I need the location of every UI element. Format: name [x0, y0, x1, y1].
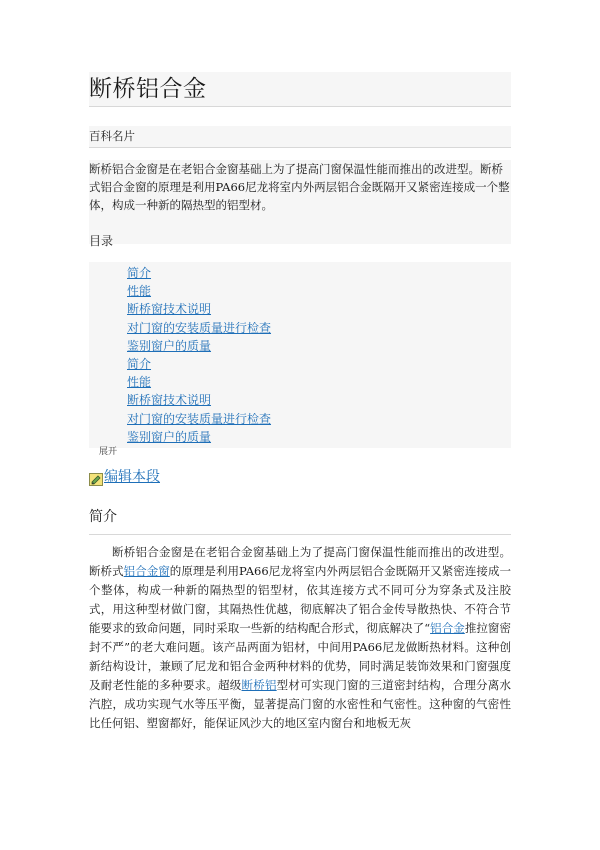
toc-item [127, 428, 271, 446]
section-heading: 简介 [89, 509, 117, 525]
expand-toggle[interactable]: 展开 [99, 447, 118, 457]
inline-link[interactable]: 铝合金 [430, 621, 465, 635]
toc-item [127, 282, 271, 300]
body-text-run: 断桥铝合金窗是在老铝合金窗基础上为了提高门窗保温性能而推出的改进型。断桥式 [89, 545, 511, 578]
toc-link[interactable]: 断桥窗技术说明 [127, 393, 212, 408]
table-of-contents [89, 262, 511, 448]
toc-link[interactable]: 断桥窗技术说明 [127, 302, 212, 317]
toc-link[interactable]: 简介 [127, 356, 152, 371]
toc-link[interactable]: 鉴别窗户的质量 [127, 338, 212, 353]
inline-link[interactable]: 铝合金窗 [123, 564, 170, 578]
toc-item [127, 410, 271, 428]
toc-item [127, 300, 271, 318]
category-bar [89, 126, 511, 148]
body-text-run: 推拉窗密封不严”的老大难问题。该产品两面为铝材，中间用PA66尼龙做断热材料。这种创新结构设计，兼顾了尼龙和铝合金两种材料的优势，同时满足装饰效果和门窗强度及耐老性能的多种要求。超级 [89, 621, 511, 692]
body-text-run: 型材可实现门窗的三道密封结构，合理分离水汽腔，成功实现气水等压平衡，显著提高门窗的水密性和气密性。这种窗的气密性比任何铝、塑窗都好，能保证风沙大的地区室内窗台和地板无灰 [89, 678, 511, 730]
summary-text: 断桥铝合金窗是在老铝合金窗基础上为了提高门窗保温性能而推出的改进型。断桥式铝合金窗的原理是利用PA66尼龙将室内外两层铝合金既隔开又紧密连接成一个整体，构成一种新的隔热型的铝型材。 [89, 162, 510, 212]
section-divider [89, 534, 511, 535]
edit-section-label[interactable]: 编辑本段 [104, 469, 160, 485]
edit-section-link[interactable] [89, 467, 160, 487]
inline-link[interactable]: 断桥铝 [241, 678, 277, 692]
toc-list [127, 264, 271, 446]
category-label: 百科名片 [89, 129, 135, 143]
toc-link[interactable]: 对门窗的安装质量进行检查 [127, 320, 272, 335]
summary-card [89, 160, 511, 244]
toc-link[interactable]: 对门窗的安装质量进行检查 [127, 411, 272, 426]
toc-item [127, 264, 271, 282]
page-title: 断桥铝合金 [89, 76, 207, 102]
edit-icon [89, 471, 103, 484]
toc-link[interactable]: 简介 [127, 266, 152, 280]
toc-link[interactable]: 鉴别窗户的质量 [127, 429, 212, 444]
toc-item [127, 391, 271, 409]
body-text-run: 的原理是利用PA66尼龙将室内外两层铝合金既隔开又紧密连接成一个整体，构成一种新的隔热型的铝型材，依其连接方式不同可分为穿条式及注胶式，用这种型材做门窗，其隔热性优越，彻底解决了铝合金传导散热快、不符合节能要求的致命问题，同时采取一些新的结构配合形式，彻底解决了“ [89, 564, 511, 635]
toc-item [127, 337, 271, 355]
section-body [89, 543, 511, 743]
section-paragraph [89, 543, 511, 733]
toc-item [127, 373, 271, 391]
toc-link[interactable]: 性能 [127, 284, 152, 299]
toc-item [127, 355, 271, 373]
toc-item [127, 319, 271, 337]
toc-heading: 目录 [89, 234, 114, 248]
toc-link[interactable]: 性能 [127, 375, 152, 390]
title-bar [89, 72, 511, 107]
